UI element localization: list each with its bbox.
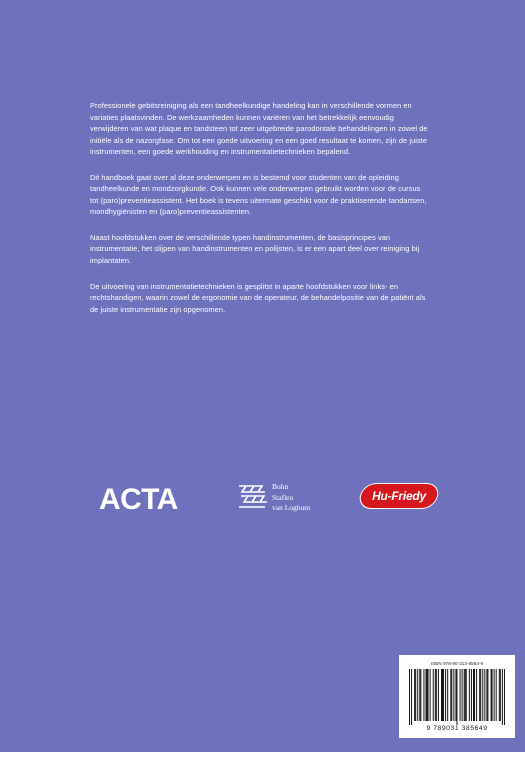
barcode-bar bbox=[435, 669, 436, 721]
barcode-bar bbox=[450, 669, 451, 721]
bsl-line-2: Stafleu bbox=[272, 492, 294, 502]
barcode-bar bbox=[494, 669, 495, 721]
blurb-paragraph-4: De uitvoering van instrumentatietechnieken is gesplitst in aparte hoofdstukken voor links- en rechtshandigen, waarin zowel de ergonomie van de operateur, de behandelpositie van de patiënt als de juiste instrumentatie zijn opgenomen. bbox=[90, 281, 426, 314]
barcode-bar bbox=[455, 669, 456, 721]
barcode-area bbox=[399, 655, 515, 738]
barcode-bar bbox=[456, 669, 457, 725]
barcode-bar bbox=[451, 669, 452, 721]
barcode-bar bbox=[466, 669, 467, 721]
barcode-bar bbox=[465, 669, 466, 721]
blurb-paragraph-1: Professionele gebitsreiniging als een tandheelkundige handeling kan in verschillende vormen en variaties plaatsvinden. De werkzaamheden kunnen variëren van het betrekkelijk eenvoudig verwijderen van wat plaque en tandsteen tot zeer uitgebreide parodontale behandelingen in zowel de initiële als de nazorgfase. Om tot een goede uitvoering en een goed resultaat te komen, zijn de juiste instrumenten, een goede werkhouding en instrumentatietechnieken bepalend. bbox=[90, 101, 428, 157]
barcode-bar bbox=[462, 669, 463, 721]
barcode-bar bbox=[491, 669, 492, 721]
barcode-bar bbox=[484, 669, 485, 721]
barcode-bar bbox=[486, 669, 487, 721]
barcode-bar bbox=[433, 669, 434, 721]
blurb-paragraph-3: Naast hoofdstukken over de verschillende typen handinstrumenten, de basisprincipes van instrumentatie, het slijpen van handinstrumenten en polijsten, is er een apart deel over reiniging bij implantaten. bbox=[90, 232, 420, 266]
barcode-bar bbox=[476, 669, 477, 721]
barcode-bar bbox=[500, 669, 501, 721]
hu-friedy-wordmark: Hu-Friedy bbox=[372, 489, 426, 503]
barcode-bar bbox=[482, 669, 483, 721]
blurb-text bbox=[90, 100, 430, 329]
barcode-bar bbox=[415, 669, 416, 721]
barcode-bar bbox=[480, 669, 481, 721]
barcode-bar bbox=[445, 669, 446, 721]
barcode-bar bbox=[420, 669, 421, 721]
barcode-bar bbox=[417, 669, 418, 721]
barcode-digits: 9 789031 385649 bbox=[426, 725, 488, 732]
bsl-line-1: Bohn bbox=[272, 482, 289, 491]
barcode-image bbox=[409, 669, 505, 725]
barcode-bar bbox=[443, 669, 444, 721]
barcode-bar bbox=[453, 669, 454, 721]
barcode-bar bbox=[441, 669, 442, 721]
barcode-bar bbox=[428, 669, 429, 721]
bsl-emblem-icon bbox=[236, 482, 268, 512]
barcode-bar bbox=[427, 669, 428, 721]
barcode-bar bbox=[496, 669, 497, 721]
barcode-bar bbox=[479, 669, 480, 721]
barcode-bar bbox=[474, 669, 475, 721]
barcode-bar bbox=[499, 669, 500, 721]
barcode-bar bbox=[502, 669, 503, 725]
barcode-bar bbox=[492, 669, 493, 721]
barcode-bar bbox=[426, 669, 427, 721]
hu-friedy-logo bbox=[360, 483, 438, 509]
barcode-bar bbox=[430, 669, 431, 721]
barcode-bar bbox=[411, 669, 412, 725]
barcode-bar bbox=[442, 669, 443, 721]
bsl-line-3: van Loghum bbox=[272, 503, 311, 512]
barcode-bar bbox=[471, 669, 472, 721]
barcode-bar bbox=[419, 669, 420, 721]
barcode-bar bbox=[504, 669, 505, 725]
isbn-label: ISBN 978-90-313-8564-9 bbox=[430, 661, 484, 666]
barcode-bar bbox=[414, 669, 415, 721]
barcode-bar bbox=[409, 669, 410, 725]
barcode-bar bbox=[423, 669, 424, 721]
barcode-bar bbox=[487, 669, 488, 721]
barcode-bar bbox=[464, 669, 465, 721]
barcode-bar bbox=[447, 669, 448, 721]
blurb-paragraph-2: Dit handboek gaat over al deze onderwerpen en is bestemd voor studenten van de opleiding tandheelkunde en mondzorgkunde. Ook kunnen vele onderwerpen gebruikt worden voor de cursus tot (paro)preventieassistent. Het boek is tevens uitermate geschikt voor de praktiserende tandartsen, mondhygiënisten en (paro)preventieassistenten. bbox=[90, 172, 427, 217]
barcode-bar bbox=[460, 669, 461, 721]
acta-logo: ACTA bbox=[99, 483, 178, 516]
bohn-stafleu-van-loghum-logo bbox=[236, 478, 346, 518]
barcode-bar bbox=[473, 669, 474, 721]
barcode-bar bbox=[436, 669, 437, 721]
barcode-bar bbox=[438, 669, 439, 721]
barcode-bar bbox=[469, 669, 470, 721]
